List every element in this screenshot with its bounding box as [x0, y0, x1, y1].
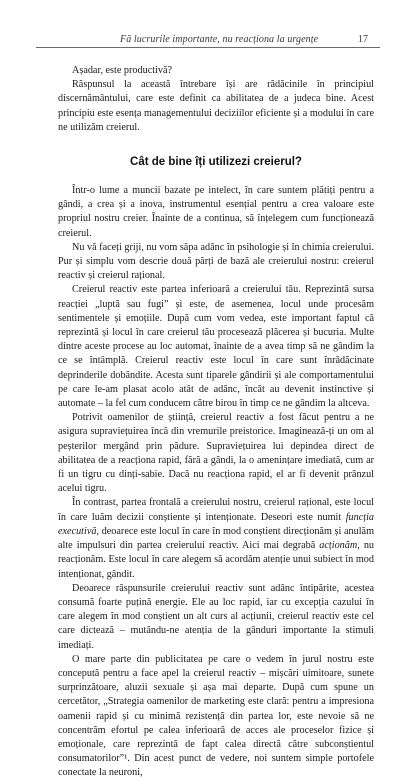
paragraph-5-part-a: În contrast, partea frontală a creierului nostru, creierul rațional, este locul în care luăm decizii conștiente și intenționate. Deseori este numit: [58, 497, 374, 523]
paragraph-5-part-c: , deoarece este locul în care în mod conștient direcționăm și anulăm alte impulsuri din partea creierului reactiv. Aici mai degrabă: [58, 525, 374, 552]
paragraph-5: [58, 496, 374, 581]
paragraph-4: Potrivit oamenilor de știință, creierul reactiv a fost făcut pentru a ne asigura supraviețuirea încă din vremurile preistorice. Imaginează-ți un om al peșterilor mergând prin pădure. Supraviețuirea lui depindea direct de abilitatea de a reacționa rapid, fără a gândi, la o amenințare imediată, cum ar fi un tigru cu dinți-sabie. Dacă nu reacționa rapid, el ar fi devenit prânzul acelui tigru.: [58, 412, 374, 495]
intro-question: Așadar, este productivă?: [72, 65, 173, 76]
paragraph-7: O mare parte din publicitatea pe care o vedem în jurul nostru este concepută pentru a face apel la creierul reactiv – mișcări uimitoare, sunete surprinzătoare, aluzii sexuale și așa mai departe. După cum spune un cercetător, „Strategia oamenilor de marketing este clară: pentru a impresiona oamenii rapid și cu minimă rezistență din partea lor, este nevoie să ne concentrăm efortul pe calea inferioară de acces ale proceselor fizice și emoționale, care reprezintă de fapt calea directă către subconștientul consumatorilor”¹. Din acest punct de vedere, noi suntem simple portofele conectate la neuroni,: [58, 653, 374, 779]
intro-answer: Răspunsul la această întrebare își are rădăcinile în principiul discernământului, care este definit ca abilitatea de a judeca bine. Acest principiu este esența managementului deciziilor eficiente și a modului în care ne utilizăm creierul.: [58, 79, 374, 133]
paragraph-6: Deoarece răspunsurile creierului reactiv sunt adânc întipărite, acestea consumă foarte puțină energie. Ele au loc rapid, iar cu excepția cazului în care alegem în mod conștient un alt curs al acțiunii, creierul reactiv este cel care dictează – mutându-ne atenția de la gânduri importante la stimuli imediați.: [58, 582, 374, 651]
paragraph-1: Într-o lume a muncii bazate pe intelect, în care suntem plătiți pentru a gândi, a crea și a inova, instrumentul esențial pentru a crea valoare este propriul nostru creier. Înainte de a continua, să înțelegem cum funcționează creierul.: [58, 185, 374, 239]
page-number: 17: [358, 34, 368, 45]
body-text: [58, 64, 374, 781]
paragraph-5-italic-term-2: acționăm: [319, 540, 358, 552]
header-rule: [36, 47, 380, 48]
paragraph-3: Creierul reactiv este partea inferioară a creierului tău. Reprezintă sursa reacției „luptă sau fugi” și este, de asemenea, locul unde procesăm sentimentele și emoțiile. După cum vom vedea, este important faptul că reprezintă și locul în care creierul tău procesează plăcerea și bucuria. Multe dintre aceste procese au loc automat, înainte de a avea timp să ne gândim la ce se întâmplă. Creierul reactiv este locul în care sunt înrădăcinate deprinderile dobândite. Acesta sunt tiparele gândirii și ale comportamentului pe care le-am plasat acolo atât de adânc, încât au devenit instinctive și automate – la fel cum conducem către birou în timp ce ne gândim la altceva.: [58, 284, 374, 410]
section-heading: Cât de bine îți utilizezi creierul?: [130, 156, 302, 169]
paragraph-2: Nu vă faceți griji, nu vom săpa adânc în psihologie și în chimia creierului. Pur și simplu vom descrie două părți de bază ale creierului nostru: creierul reactiv și creierul rațional.: [58, 241, 374, 282]
paragraph-5-part-e: , nu reacționăm. Este locul în care alegem să acordăm atenție unui subiect în mod intenționat, gândit.: [58, 540, 375, 580]
running-header-title: Fă lucrurile importante, nu reacționa la urgențe: [120, 34, 319, 45]
paragraph-5-italic-term-1: funcția executivă: [58, 511, 374, 537]
